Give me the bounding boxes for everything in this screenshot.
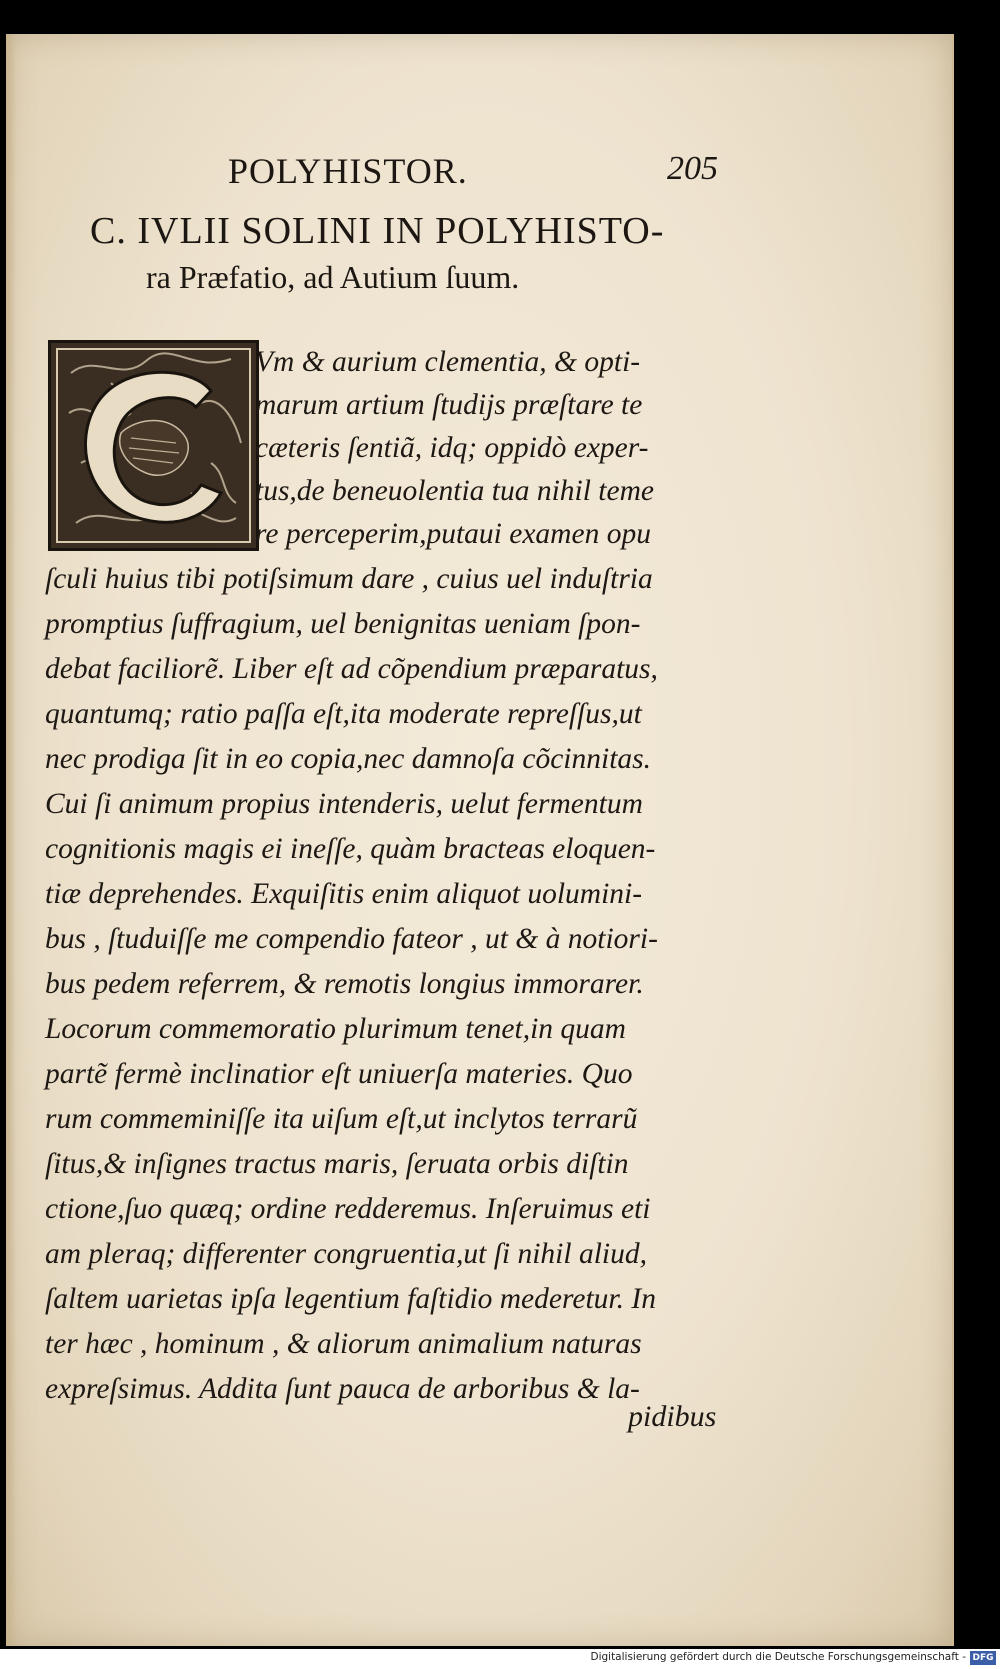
decorated-initial	[48, 340, 259, 551]
text-line: ſaltem uarietas ipſa legentium faſtidio mederetur. In	[45, 1283, 656, 1315]
woodcut-initial-c-image	[51, 343, 256, 548]
catchword: pidibus	[628, 1400, 717, 1433]
text-line: Cui ſi animum propius intenderis, uelut fermentum	[45, 788, 643, 820]
text-line: ctione,ſuo quæq; ordine redderemus. Inſeruimus eti	[45, 1193, 651, 1225]
text-line: expreſsimus. Addita ſunt pauca de arboribus & la-	[45, 1373, 640, 1405]
text-line: promptius ſuffragium, uel benignitas ueniam ſpon-	[45, 608, 641, 640]
running-head	[228, 150, 748, 194]
text-line: bus , ſtuduiſſe me compendio fateor , ut & à notiori-	[45, 923, 658, 955]
text-line: tiæ deprehendes. Exquiſitis enim aliquot uolumini-	[45, 878, 643, 910]
digitization-credit: Digitalisierung gefördert durch die Deutsche Forschungsgemeinschaft -	[590, 1651, 966, 1663]
text-line: Vm & aurium clementia, & opti-	[255, 346, 641, 378]
running-head-title: POLYHISTOR.	[228, 151, 468, 191]
text-line: am pleraq; differenter congruentia,ut ſi nihil aliud,	[45, 1238, 647, 1270]
chapter-heading	[90, 208, 740, 300]
text-line: nec prodiga ſit in eo copia,nec damnoſa cõcinnitas.	[45, 743, 652, 775]
text-line: ter hæc , hominum , & aliorum animalium naturas	[45, 1328, 642, 1360]
text-line: Locorum commemoratio plurimum tenet,in quam	[45, 1013, 626, 1045]
text-line: cæteris ſentiã, idq; oppidò exper-	[255, 432, 649, 464]
text-line: marum artium ſtudijs præſtare te	[255, 389, 643, 421]
text-line: debat faciliorẽ. Liber eſt ad cõpendium præparatus,	[45, 653, 658, 685]
text-line: ſitus,& inſignes tractus maris, ſeruata orbis diſtin	[45, 1148, 629, 1180]
text-line: ſculi huius tibi potiſsimum dare , cuius uel induſtria	[45, 563, 653, 595]
heading-line-1: C. IVLII SOLINI IN POLYHISTO-	[90, 210, 665, 252]
dfg-logo-icon: DFG	[970, 1651, 996, 1665]
heading-line-2: ra Præfatio, ad Autium ſuum.	[146, 259, 520, 295]
text-line: cognitionis magis ei ineſſe, quàm bracteas eloquen-	[45, 833, 656, 865]
page-number: 205	[667, 150, 718, 187]
text-line: quantumq; ratio paſſa eſt,ita moderate repreſſus,ut	[45, 698, 642, 730]
text-line: bus pedem referrem, & remotis longius immorarer.	[45, 968, 644, 1000]
text-line: partẽ fermè inclinatior eſt uniuerſa materies. Quo	[45, 1058, 633, 1090]
text-line: re perceperim,putaui examen opu	[255, 518, 651, 550]
text-line: rum commeminiſſe ita uiſum eſt,ut inclytos terrarũ	[45, 1103, 638, 1135]
text-line: tus,de beneuolentia tua nihil teme	[255, 475, 654, 507]
